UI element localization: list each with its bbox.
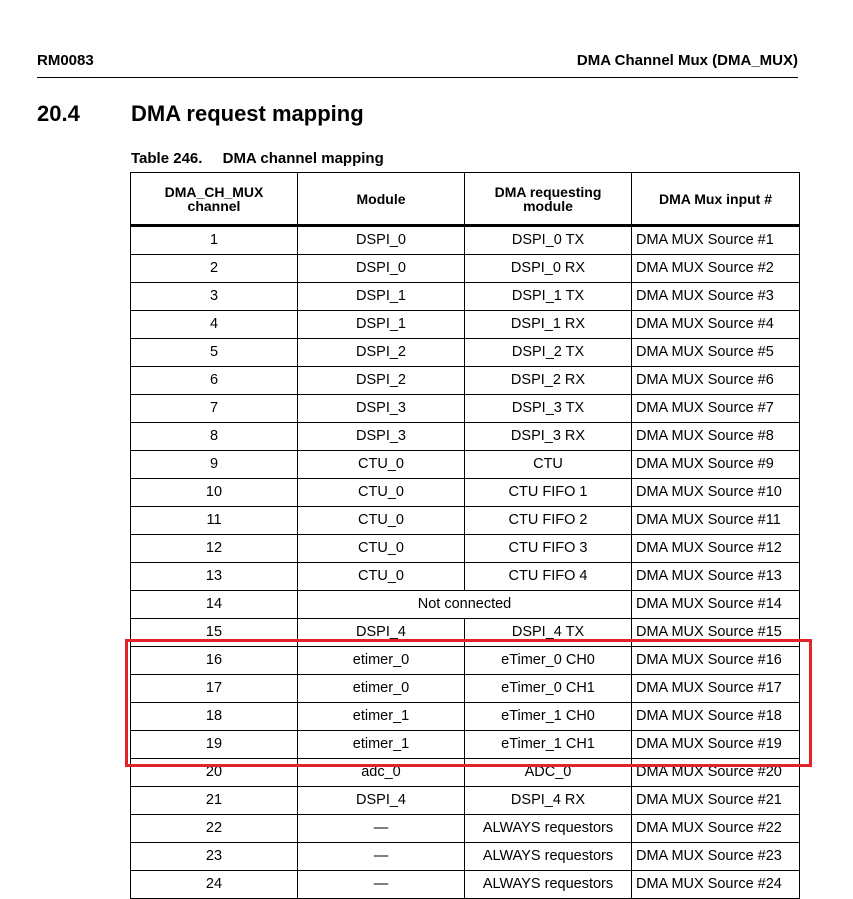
requesting-module-cell: eTimer_1 CH1 [465,731,632,759]
mux-input-cell: DMA MUX Source #22 [632,815,800,843]
mux-input-cell: DMA MUX Source #17 [632,675,800,703]
module-cell: etimer_0 [298,675,465,703]
requesting-module-cell: ALWAYS requestors [465,843,632,871]
module-cell: — [298,815,465,843]
requesting-module-cell: DSPI_1 RX [465,311,632,339]
table-row [131,226,800,255]
table-row [131,479,800,507]
mux-input-cell: DMA MUX Source #7 [632,395,800,423]
channel-cell: 19 [131,731,298,759]
table-caption-number: Table 246. [131,150,203,167]
table-row [131,395,800,423]
mux-input-cell: DMA MUX Source #16 [632,647,800,675]
mux-input-cell: DMA MUX Source #12 [632,535,800,563]
mux-input-cell: DMA MUX Source #19 [632,731,800,759]
table-row [131,591,800,619]
channel-cell: 13 [131,563,298,591]
mux-input-cell: DMA MUX Source #9 [632,451,800,479]
table-row [131,339,800,367]
module-cell: CTU_0 [298,479,465,507]
mux-input-cell: DMA MUX Source #14 [632,591,800,619]
requesting-module-cell: eTimer_0 CH1 [465,675,632,703]
table-body [131,226,800,899]
mux-input-cell: DMA MUX Source #24 [632,871,800,899]
channel-cell: 11 [131,507,298,535]
requesting-module-cell: DSPI_3 RX [465,423,632,451]
mux-input-cell: DMA MUX Source #15 [632,619,800,647]
table-row [131,563,800,591]
requesting-module-cell: DSPI_4 RX [465,787,632,815]
dma-channel-mapping-table [130,172,800,899]
channel-cell: 17 [131,675,298,703]
mux-input-cell: DMA MUX Source #8 [632,423,800,451]
table-row [131,451,800,479]
requesting-module-cell: eTimer_1 CH0 [465,703,632,731]
channel-cell: 3 [131,283,298,311]
module-cell: CTU_0 [298,507,465,535]
requesting-module-cell: DSPI_2 RX [465,367,632,395]
channel-cell: 21 [131,787,298,815]
channel-cell: 20 [131,759,298,787]
mux-input-cell: DMA MUX Source #21 [632,787,800,815]
mux-input-cell: DMA MUX Source #4 [632,311,800,339]
requesting-module-cell: DSPI_1 TX [465,283,632,311]
channel-cell: 12 [131,535,298,563]
channel-cell: 4 [131,311,298,339]
header-divider [37,77,798,78]
module-cell-merged: Not connected [298,591,632,619]
module-cell: DSPI_2 [298,339,465,367]
requesting-module-cell: CTU FIFO 4 [465,563,632,591]
mux-input-cell: DMA MUX Source #11 [632,507,800,535]
mux-input-cell: DMA MUX Source #18 [632,703,800,731]
column-header-module: Module [298,173,465,226]
requesting-module-cell: DSPI_0 TX [465,226,632,255]
mux-input-cell: DMA MUX Source #13 [632,563,800,591]
module-cell: DSPI_3 [298,423,465,451]
table-row [131,871,800,899]
module-cell: CTU_0 [298,563,465,591]
column-header-mux-input: DMA Mux input # [632,173,800,226]
requesting-module-cell: CTU [465,451,632,479]
module-cell: DSPI_3 [298,395,465,423]
table-row [131,703,800,731]
module-cell: DSPI_4 [298,787,465,815]
requesting-module-cell: ALWAYS requestors [465,815,632,843]
table-row [131,787,800,815]
table-row [131,619,800,647]
requesting-module-cell: ALWAYS requestors [465,871,632,899]
requesting-module-cell: DSPI_4 TX [465,619,632,647]
mux-input-cell: DMA MUX Source #5 [632,339,800,367]
module-cell: DSPI_0 [298,255,465,283]
channel-cell: 8 [131,423,298,451]
table-row [131,675,800,703]
document-id: RM0083 [37,52,94,69]
table-row [131,731,800,759]
mux-input-cell: DMA MUX Source #3 [632,283,800,311]
table-row [131,759,800,787]
requesting-module-cell: DSPI_0 RX [465,255,632,283]
mux-input-cell: DMA MUX Source #10 [632,479,800,507]
module-cell: DSPI_1 [298,283,465,311]
channel-cell: 6 [131,367,298,395]
column-header-requesting-module: DMA requesting module [465,173,632,226]
requesting-module-cell: CTU FIFO 1 [465,479,632,507]
channel-cell: 2 [131,255,298,283]
mux-input-cell: DMA MUX Source #2 [632,255,800,283]
module-cell: DSPI_1 [298,311,465,339]
module-cell: DSPI_2 [298,367,465,395]
channel-cell: 1 [131,226,298,255]
channel-cell: 5 [131,339,298,367]
channel-cell: 7 [131,395,298,423]
table-row [131,283,800,311]
channel-cell: 23 [131,843,298,871]
module-cell: DSPI_0 [298,226,465,255]
requesting-module-cell: DSPI_3 TX [465,395,632,423]
table-row [131,255,800,283]
module-cell: — [298,843,465,871]
mux-input-cell: DMA MUX Source #6 [632,367,800,395]
mux-input-cell: DMA MUX Source #23 [632,843,800,871]
table-caption-title: DMA channel mapping [222,150,384,167]
requesting-module-cell: ADC_0 [465,759,632,787]
mux-input-cell: DMA MUX Source #20 [632,759,800,787]
channel-cell: 16 [131,647,298,675]
module-cell: etimer_0 [298,647,465,675]
requesting-module-cell: CTU FIFO 3 [465,535,632,563]
table-row [131,535,800,563]
table-row [131,815,800,843]
section-title: DMA request mapping [131,101,364,126]
channel-cell: 15 [131,619,298,647]
table-caption [131,150,384,167]
table-header-row [131,173,800,226]
module-cell: — [298,871,465,899]
table-row [131,843,800,871]
channel-cell: 18 [131,703,298,731]
table-row [131,507,800,535]
module-cell: etimer_1 [298,731,465,759]
requesting-module-cell: eTimer_0 CH0 [465,647,632,675]
channel-cell: 24 [131,871,298,899]
mux-input-cell: DMA MUX Source #1 [632,226,800,255]
module-cell: DSPI_4 [298,619,465,647]
module-cell: CTU_0 [298,535,465,563]
requesting-module-cell: CTU FIFO 2 [465,507,632,535]
channel-cell: 14 [131,591,298,619]
requesting-module-cell: DSPI_2 TX [465,339,632,367]
table-row [131,311,800,339]
channel-cell: 9 [131,451,298,479]
module-cell: CTU_0 [298,451,465,479]
table-row [131,423,800,451]
module-cell: etimer_1 [298,703,465,731]
section-number: 20.4 [37,101,80,126]
column-header-channel: DMA_CH_MUX channel [131,173,298,226]
chapter-title: DMA Channel Mux (DMA_MUX) [576,52,798,69]
channel-cell: 22 [131,815,298,843]
table-row [131,367,800,395]
table-row [131,647,800,675]
module-cell: adc_0 [298,759,465,787]
channel-cell: 10 [131,479,298,507]
